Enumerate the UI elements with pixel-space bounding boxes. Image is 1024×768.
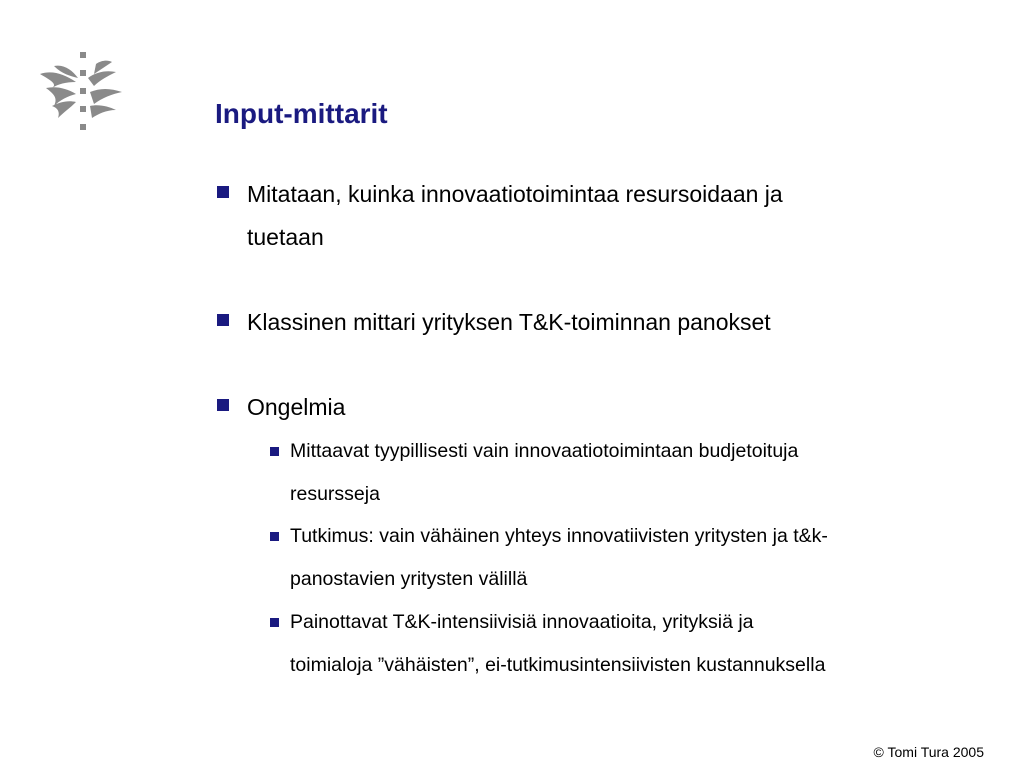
small-square-bullet-icon (270, 532, 279, 541)
square-bullet-icon (217, 399, 229, 411)
small-square-bullet-icon (270, 447, 279, 456)
bullet-text: Mitataan, kuinka innovaatiotoimintaa resursoidaan ja (247, 181, 783, 207)
small-square-bullet-icon (270, 618, 279, 627)
copyright-footer: © Tomi Tura 2005 (873, 744, 984, 760)
square-bullet-icon (217, 314, 229, 326)
sub-bullet-text: Painottavat T&K-intensiivisiä innovaatioita, yrityksiä ja (290, 611, 754, 633)
bullet-text: Klassinen mittari yrityksen T&K-toiminnan panokset (247, 309, 771, 335)
sub-bullet-text: Mittaavat tyypillisesti vain innovaatiotoimintaan budjetoituja (290, 440, 799, 462)
bullet-text: tuetaan (247, 224, 324, 250)
sub-bullet-text: toimialoja ”vähäisten”, ei-tutkimusintensiivisten kustannuksella (290, 654, 826, 676)
slide-title: Input-mittarit (215, 98, 388, 129)
sub-bullet-text: panostavien yritysten välillä (290, 568, 528, 590)
bullet-text: Ongelmia (247, 394, 346, 420)
sub-bullet-text: resursseja (290, 483, 380, 505)
square-bullet-icon (217, 186, 229, 198)
sub-bullet-text: Tutkimus: vain vähäinen yhteys innovatiivisten yritysten ja t&k- (290, 525, 828, 547)
